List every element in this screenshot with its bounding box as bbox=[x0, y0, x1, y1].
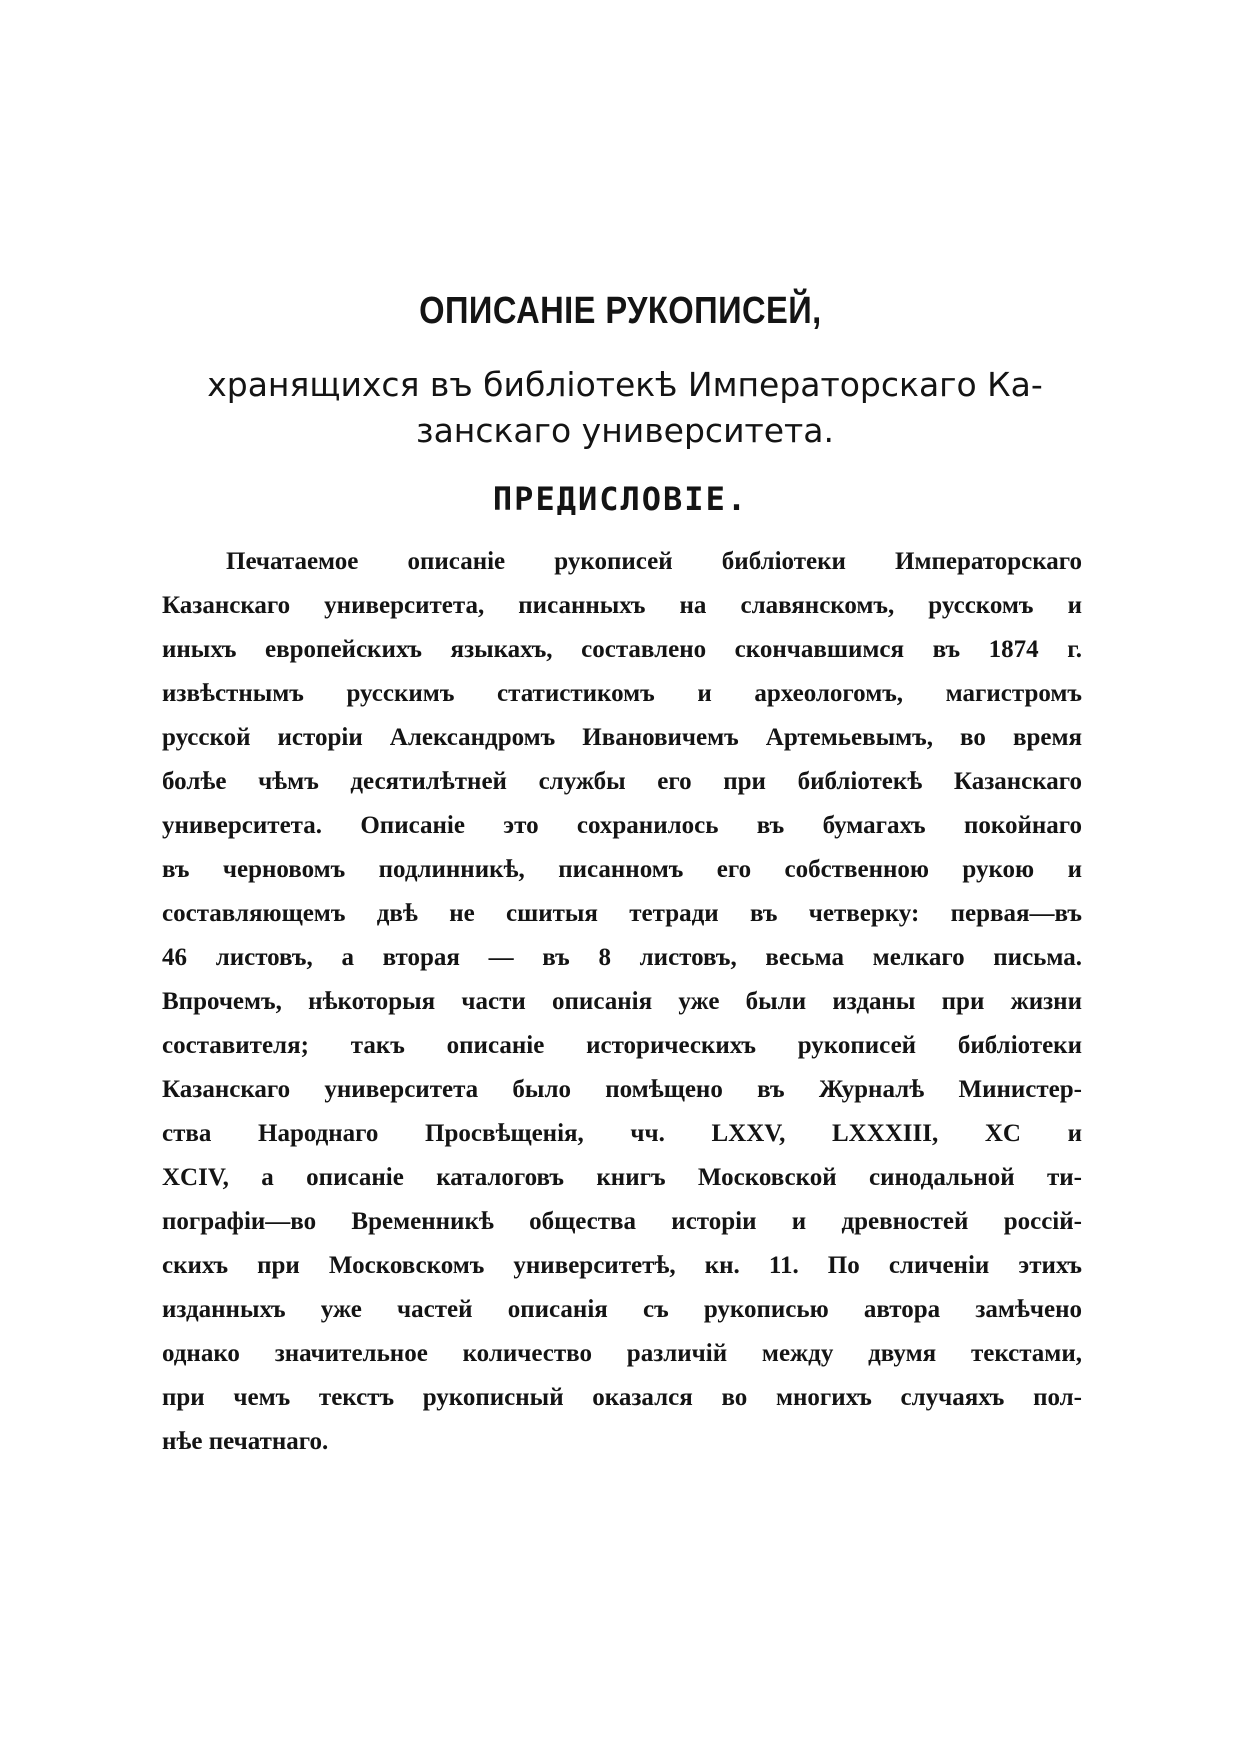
text-line: Печатаемое описаніе рукописей библіотеки Императорскаго bbox=[226, 548, 1082, 575]
text-line: изданныхъ уже частей описанія съ рукописью автора замѣчено bbox=[162, 1296, 1082, 1323]
text-line: скихъ при Московскомъ университетѣ, кн. 11. По сличеніи этихъ bbox=[162, 1252, 1082, 1279]
text-line: 46 листовъ, а вторая — въ 8 листовъ, весьма мелкаго письма. bbox=[162, 944, 1082, 971]
subtitle-line: занскаго университета. bbox=[416, 411, 834, 450]
text-line: XCIV, а описаніе каталоговъ книгъ Московской синодальной ти- bbox=[162, 1164, 1082, 1191]
text-line: составителя; такъ описаніе историческихъ рукописей библіотеки bbox=[162, 1032, 1082, 1059]
text-line: извѣстнымъ русскимъ статистикомъ и археологомъ, магистромъ bbox=[162, 680, 1082, 707]
page-title: ОПИСАНІЕ РУКОПИСЕЙ, bbox=[419, 290, 822, 332]
text-line: Казанскаго университета, писанныхъ на славянскомъ, русскомъ и bbox=[162, 592, 1082, 619]
subtitle-line: хранящихся въ библіотекѣ Императорскаго Ка- bbox=[207, 365, 1043, 404]
text-line: Впрочемъ, нѣкоторыя части описанія уже были изданы при жизни bbox=[162, 988, 1082, 1015]
text-line: пографіи—во Временникѣ общества исторіи и древностей россій- bbox=[162, 1208, 1082, 1235]
preface-paragraph bbox=[162, 540, 1082, 1464]
text-line: ства Народнаго Просвѣщенія, чч. LXXV, LXXXIII, XC и bbox=[162, 1120, 1082, 1147]
text-line: русской исторіи Александромъ Ивановичемъ Артемьевымъ, во время bbox=[162, 724, 1082, 751]
text-line: однако значительное количество различій между двумя текстами, bbox=[162, 1340, 1082, 1367]
text-line: нѣе печатнаго. bbox=[162, 1428, 329, 1455]
text-line: болѣе чѣмъ десятилѣтней службы его при библіотекѣ Казанскаго bbox=[162, 768, 1082, 795]
text-line: при чемъ текстъ рукописный оказался во многихъ случаяхъ пол- bbox=[162, 1384, 1082, 1411]
text-line: университета. Описаніе это сохранилось въ бумагахъ покойнаго bbox=[162, 812, 1082, 839]
text-line: Казанскаго университета было помѣщено въ Журналѣ Министер- bbox=[162, 1076, 1082, 1103]
text-line: иныхъ европейскихъ языкахъ, составлено скончавшимся въ 1874 г. bbox=[162, 636, 1082, 663]
text-line: составляющемъ двѣ не сшитыя тетради въ четверку: первая—въ bbox=[162, 900, 1082, 927]
text-line: въ черновомъ подлинникѣ, писанномъ его собственною рукою и bbox=[162, 856, 1082, 883]
subtitle bbox=[150, 362, 1100, 454]
section-heading: ПРЕДИСЛОВІЕ. bbox=[492, 480, 749, 518]
